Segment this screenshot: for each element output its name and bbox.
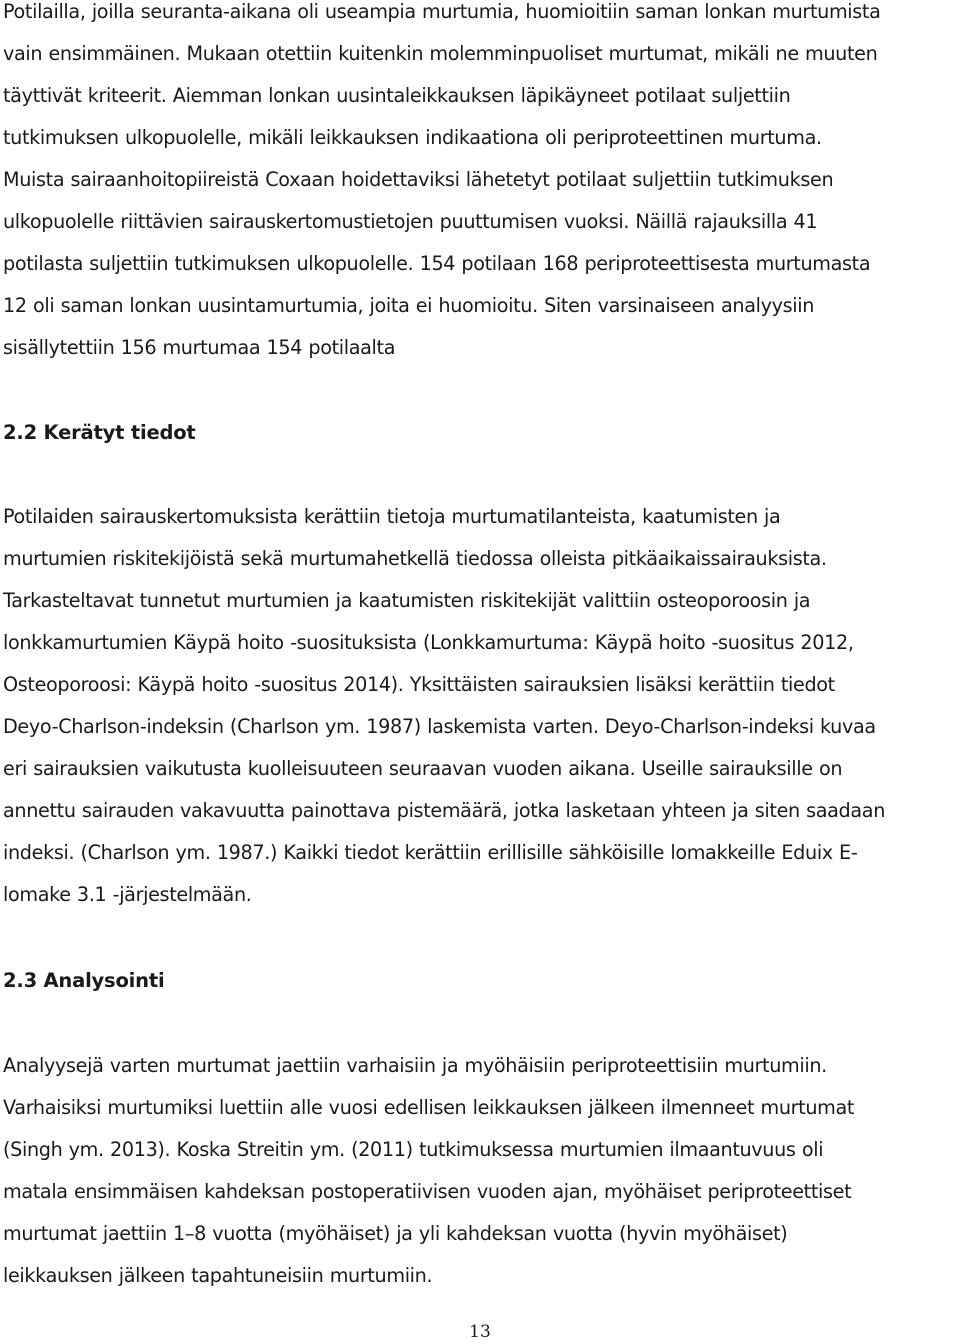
text-line: potilasta suljettiin tutkimuksen ulkopuolelle. 154 potilaan 168 periproteettisesta murtumasta — [3, 252, 871, 275]
text-line: eri sairauksien vaikutusta kuolleisuuteen seuraavan vuoden aikana. Useille sairauksille on — [3, 757, 843, 780]
text-line: Tarkasteltavat tunnetut murtumien ja kaatumisten riskitekijät valittiin osteoporoosin ja — [3, 589, 811, 612]
section-heading-2-3: 2.3 Analysointi — [3, 969, 165, 992]
text-line: leikkauksen jälkeen tapahtuneisiin murtumiin. — [3, 1264, 433, 1287]
paragraph-inclusion-criteria — [3, 0, 960, 369]
paragraph-analysis — [3, 1045, 960, 1297]
text-line: Potilailla, joilla seuranta-aikana oli useampia murtumia, huomioitiin saman lonkan murtumista — [3, 0, 881, 23]
text-line: lonkkamurtumien Käypä hoito -suosituksista (Lonkkamurtuma: Käypä hoito -suositus 2012, — [3, 631, 854, 654]
text-line: Analyysejä varten murtumat jaettiin varhaisiin ja myöhäisiin periproteettisiin murtumiin. — [3, 1054, 827, 1077]
text-line: 12 oli saman lonkan uusintamurtumia, joita ei huomioitu. Siten varsinaiseen analyysiin — [3, 294, 815, 317]
text-line: täyttivät kriteerit. Aiemman lonkan uusintaleikkauksen läpikäyneet potilaat suljettiin — [3, 84, 791, 107]
text-line: Osteoporoosi: Käypä hoito -suositus 2014). Yksittäisten sairauksien lisäksi kerättiin tiedot — [3, 673, 835, 696]
text-line: ulkopuolelle riittävien sairauskertomustietojen puuttumisen vuoksi. Näillä rajauksilla 41 — [3, 210, 818, 233]
text-line: sisällytettiin 156 murtumaa 154 potilaalta — [3, 336, 396, 359]
text-line: Varhaisiksi murtumiksi luettiin alle vuosi edellisen leikkauksen jälkeen ilmenneet murtumat — [3, 1096, 855, 1119]
text-line: murtumien riskitekijöistä sekä murtumahetkellä tiedossa olleista pitkäaikaissairauksista. — [3, 547, 827, 570]
section-heading-2-2: 2.2 Kerätyt tiedot — [3, 421, 196, 444]
text-line: (Singh ym. 2013). Koska Streitin ym. (2011) tutkimuksessa murtumien ilmaantuvuus oli — [3, 1138, 824, 1161]
paragraph-collected-data — [3, 496, 960, 916]
text-line: matala ensimmäisen kahdeksan postoperatiivisen vuoden ajan, myöhäiset periproteettiset — [3, 1180, 852, 1203]
text-line: vain ensimmäinen. Mukaan otettiin kuitenkin molemminpuoliset murtumat, mikäli ne muuten — [3, 42, 878, 65]
text-line: Deyo-Charlson-indeksin (Charlson ym. 1987) laskemista varten. Deyo-Charlson-indeksi kuvaa — [3, 715, 876, 738]
text-line: indeksi. (Charlson ym. 1987.) Kaikki tiedot kerättiin erillisille sähköisille lomakkeille Eduix E- — [3, 841, 858, 864]
text-line: annettu sairauden vakavuutta painottava pistemäärä, jotka lasketaan yhteen ja siten saadaan — [3, 799, 885, 822]
text-line: Potilaiden sairauskertomuksista kerättiin tietoja murtumatilanteista, kaatumisten ja — [3, 505, 781, 528]
text-line: murtumat jaettiin 1–8 vuotta (myöhäiset) ja yli kahdeksan vuotta (hyvin myöhäiset) — [3, 1222, 788, 1245]
text-line: tutkimuksen ulkopuolelle, mikäli leikkauksen indikaationa oli periproteettinen murtuma. — [3, 126, 822, 149]
text-line: Muista sairaanhoitopiireistä Coxaan hoidettaviksi lähetetyt potilaat suljettiin tutkimuksen — [3, 168, 834, 191]
text-line: lomake 3.1 -järjestelmään. — [3, 883, 252, 906]
page-number: 13 — [469, 1322, 491, 1342]
